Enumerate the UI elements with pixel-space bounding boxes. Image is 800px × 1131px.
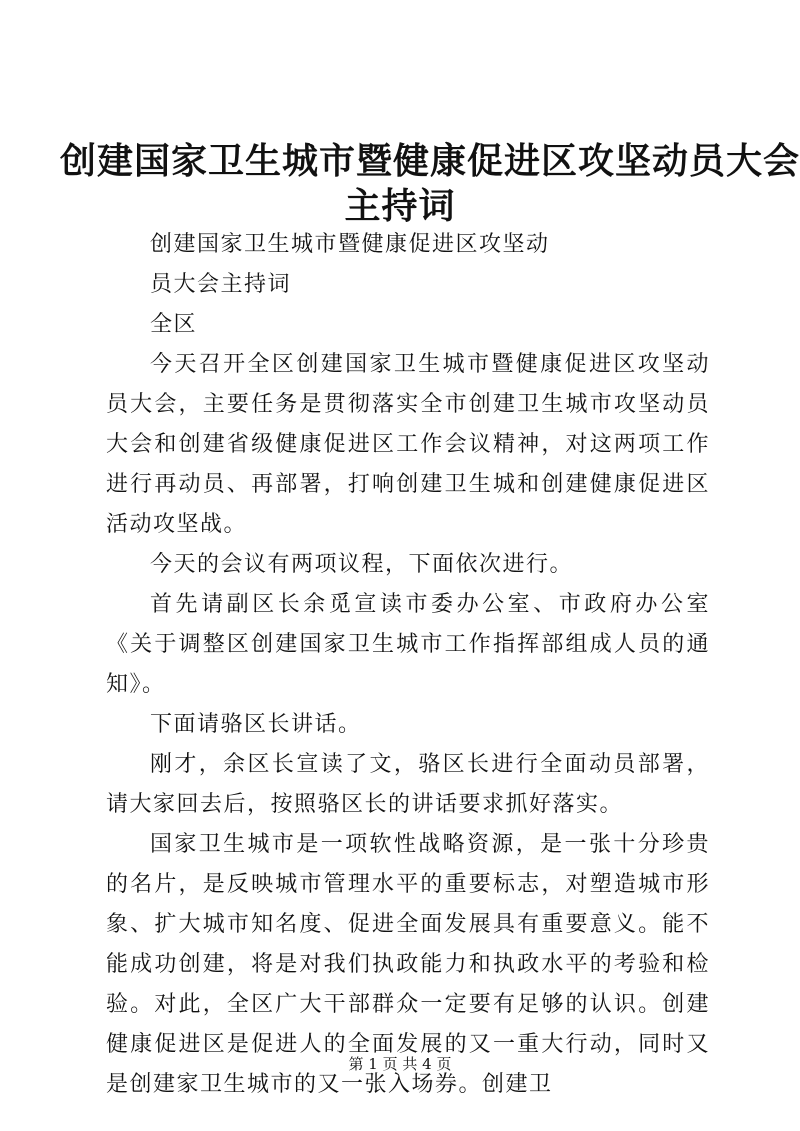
paragraph-significance: 国家卫生城市是一项软性战略资源，是一张十分珍贵的名片，是反映城市管理水平的重要标志，对塑造城市形象、扩大城市知名度、促进全面发展具有重要意义。能不能成功创建，将是对我们执政能力和执政水平的考验和检验。对此，全区广大干部群众一定要有足够的认识。创建健康促进区是促进人的全面发展的又一重大行动，同时又是创建家卫生城市的又一张入场券。创建卫	[106, 832, 710, 1097]
paragraph-salutation: 全区	[150, 312, 198, 337]
document-title-line-2: 主持词	[344, 185, 456, 227]
page-number-footer: 第 1 页 共 4 页	[348, 1055, 452, 1073]
document-body	[106, 225, 710, 1105]
paragraph-first-item: 首先请副区长余觅宣读市委办公室、市政府办公室《关于调整区创建国家卫生城市工作指挥部组成人员的通知》。	[106, 592, 710, 697]
paragraph-subtitle-2: 员大会主持词	[150, 272, 292, 297]
paragraph-opening: 今天召开全区创建国家卫生城市暨健康促进区攻坚动员大会，主要任务是贯彻落实全市创建卫生城市攻坚动员大会和创建省级健康促进区工作会议精神，对这两项工作进行再动员、再部署，打响创建卫生城和创建健康促进区活动攻坚战。	[106, 352, 710, 537]
paragraph-speech-intro: 下面请骆区长讲话。	[150, 712, 362, 737]
document-title-line-1: 创建国家卫生城市暨健康促进区攻坚动员大会	[60, 140, 800, 182]
paragraph-subtitle-1: 创建国家卫生城市暨健康促进区攻坚动	[150, 232, 550, 257]
paragraph-summary: 刚才，余区长宣读了文，骆区长进行全面动员部署，请大家回去后，按照骆区长的讲话要求抓好落实。	[106, 752, 710, 817]
paragraph-agenda: 今天的会议有两项议程，下面依次进行。	[150, 552, 574, 577]
